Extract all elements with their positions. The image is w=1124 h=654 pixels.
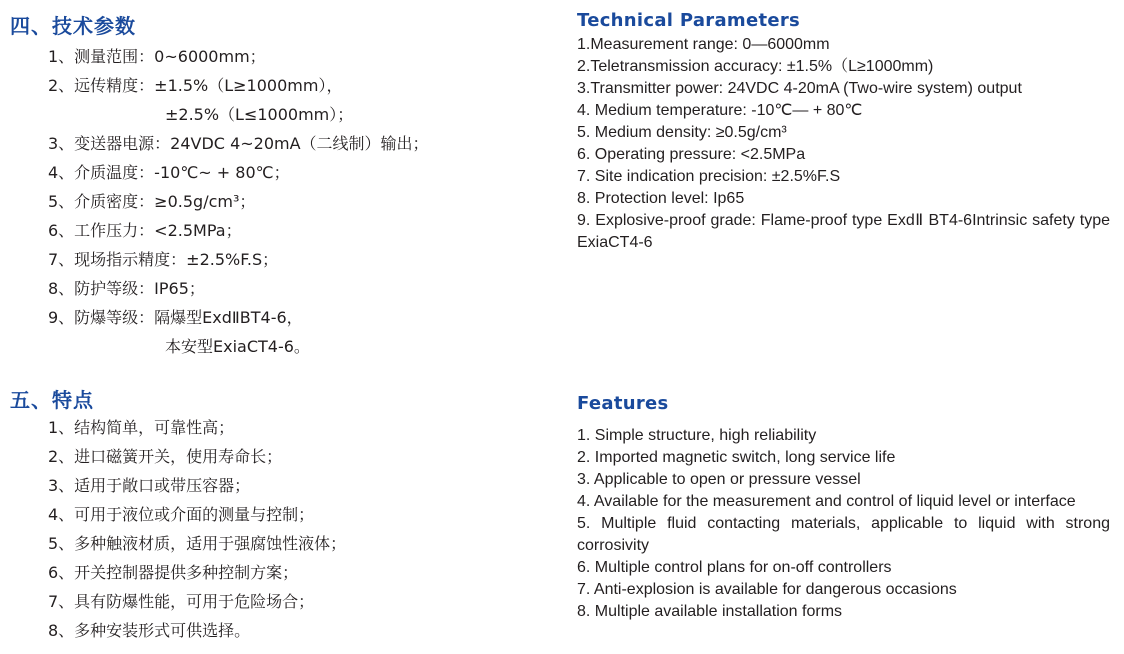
list-item: 7、具有防爆性能，可用于危险场合；: [48, 592, 315, 611]
list-item: 8、多种安装形式可供选择。: [48, 621, 251, 640]
list-item: 5. Multiple fluid contacting materials, applicable to liquid with strong corrosivity: [577, 515, 1110, 554]
list-item: 3. Applicable to open or pressure vessel: [577, 471, 861, 488]
list-item: 2. Imported magnetic switch, long service life: [577, 449, 896, 466]
list-item: 9. Explosive-proof grade: Flame-proof type ExdⅡ BT4-6Intrinsic safety type ExiaCT4-6: [577, 212, 1110, 251]
tech-params-en-list: [577, 34, 1110, 254]
list-item: 4、可用于液位或介面的测量与控制；: [48, 505, 315, 524]
features-cn-heading: 五、特点: [10, 388, 94, 412]
list-item: 3、变送器电源：24VDC 4~20mA（二线制）输出；: [48, 134, 429, 153]
list-item: 8. Protection level: Ip65: [577, 190, 745, 207]
list-item: 4. Available for the measurement and control of liquid level or interface: [577, 493, 1076, 510]
list-item: 2、进口磁簧开关，使用寿命长；: [48, 447, 283, 466]
list-item: 7. Site indication precision: ±2.5%F.S: [577, 168, 841, 185]
list-item: 8. Multiple available installation forms: [577, 603, 843, 620]
list-item-continuation: ±2.5%（L≤1000mm）；: [165, 105, 354, 124]
list-item: 6、开关控制器提供多种控制方案；: [48, 563, 299, 582]
features-cn-list: [48, 413, 346, 645]
list-item: 2、远传精度：±1.5%（L≥1000mm），: [48, 76, 343, 95]
list-item: 3、适用于敞口或带压容器；: [48, 476, 251, 495]
list-item: 1、测量范围：0~6000mm；: [48, 47, 266, 66]
list-item: 1.Measurement range: 0—6000mm: [577, 36, 830, 53]
list-item: 7、现场指示精度：±2.5%F.S；: [48, 250, 279, 269]
tech-params-en-heading: Technical Parameters: [577, 10, 801, 31]
list-item: 2.Teletransmission accuracy: ±1.5%（L≥1000mm): [577, 58, 934, 75]
list-item: 6、工作压力：<2.5MPa；: [48, 221, 242, 240]
list-item: 5、多种触液材质，适用于强腐蚀性液体；: [48, 534, 347, 553]
list-item: 1、结构简单，可靠性高；: [48, 418, 235, 437]
list-item: 5、介质密度：≥0.5g/cm³；: [48, 192, 256, 211]
list-item: 6. Multiple control plans for on-off controllers: [577, 559, 892, 576]
list-item: 3.Transmitter power: 24VDC 4-20mA (Two-wire system) output: [577, 80, 1022, 97]
features-en-list: [577, 425, 1110, 623]
list-item: 6. Operating pressure: <2.5MPa: [577, 146, 806, 163]
list-item: 5. Medium density: ≥0.5g/cm³: [577, 124, 787, 141]
features-en-heading: Features: [577, 393, 669, 414]
list-item: 4、介质温度：-10℃~ + 80℃；: [48, 163, 290, 182]
list-item-continuation: 本安型ExiaCT4-6。: [165, 337, 310, 356]
list-item: 9、防爆等级：隔爆型ExdⅡBT4-6，: [48, 308, 303, 327]
tech-params-cn-list: [48, 42, 429, 361]
tech-params-cn-heading: 四、技术参数: [10, 14, 136, 38]
list-item: 4. Medium temperature: -10℃— + 80℃: [577, 102, 863, 119]
list-item: 1. Simple structure, high reliability: [577, 427, 817, 444]
list-item: 8、防护等级：IP65；: [48, 279, 205, 298]
list-item: 7. Anti-explosion is available for dangerous occasions: [577, 581, 957, 598]
